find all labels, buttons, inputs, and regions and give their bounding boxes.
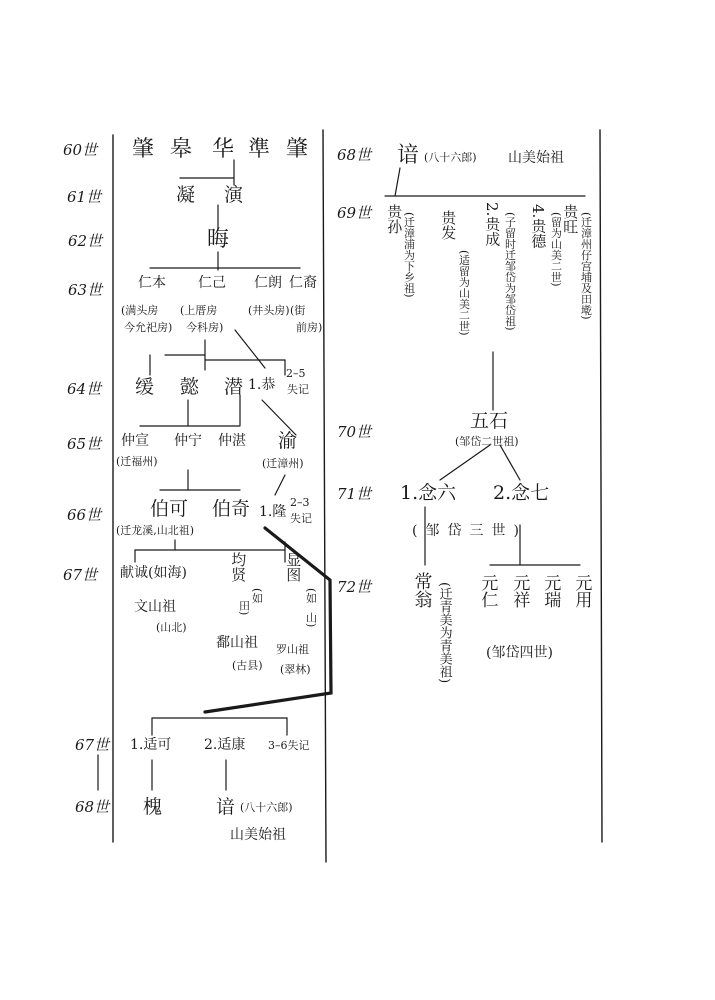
generation-label: 67世 xyxy=(75,736,110,754)
person-name: 2.适康 xyxy=(204,737,246,753)
generation-label: 60世 xyxy=(63,141,98,159)
person-note: 今允祀房) xyxy=(124,321,173,334)
person-note: (满头房 xyxy=(121,304,159,317)
person-name: 缓 xyxy=(135,376,155,398)
person-note: (邹岱四世) xyxy=(486,645,553,661)
person-note: (井头房) xyxy=(248,304,290,317)
generation-label: 70世 xyxy=(337,423,372,441)
generation-label: 68世 xyxy=(337,146,372,164)
person-name: 常翁 xyxy=(411,572,433,608)
person-note: 山美始祖 xyxy=(230,827,286,843)
person-note: (迁漳州) xyxy=(262,457,304,470)
person-note: (迁青美为青美祖) xyxy=(436,582,452,684)
person-name: 2.念七 xyxy=(493,482,550,504)
person-name: 贵孙 xyxy=(385,204,404,234)
person-name: 元仁 xyxy=(477,574,498,608)
person-name: 皋 xyxy=(170,137,193,162)
person-name: 1.念六 xyxy=(400,482,457,504)
person-note: (迁福州) xyxy=(116,455,158,468)
person-name: 均贤 xyxy=(229,552,248,582)
person-name: 贵发 xyxy=(439,210,458,240)
person-name: 伯奇 xyxy=(212,498,251,520)
person-name: 谙 xyxy=(216,796,236,818)
person-note: 文山祖 xyxy=(134,599,176,615)
person-name: 1.隆 xyxy=(259,504,287,520)
generation-label: 62世 xyxy=(68,232,103,250)
person-name: 1.适可 xyxy=(130,737,172,753)
person-note: (街 xyxy=(290,304,306,317)
person-name: 肇 xyxy=(132,137,155,162)
person-note: 失记 xyxy=(287,383,309,396)
person-note: 3–6失记 xyxy=(268,739,310,752)
person-note: (如 xyxy=(304,588,318,604)
person-note: 2–5 xyxy=(286,367,306,380)
person-name: 谙 xyxy=(397,143,420,168)
person-name: 4.贵德 xyxy=(529,204,548,249)
person-name: 元用 xyxy=(571,574,592,608)
person-note: (迁漳州仔宫埔及田墘) xyxy=(579,212,593,320)
person-note: 鄱山祖 xyxy=(216,635,258,651)
person-note: (上厝房 xyxy=(180,304,218,317)
person-name: 元祥 xyxy=(509,574,530,608)
person-name: 元瑞 xyxy=(540,574,561,608)
person-name: 1.恭 xyxy=(248,377,276,393)
person-name: 肇 xyxy=(286,137,309,162)
person-name: 显图 xyxy=(284,552,303,582)
person-note: (子留时迁邹岱为邹岱祖) xyxy=(503,212,517,331)
person-name: 晦 xyxy=(207,227,230,252)
person-name: 仲宣 xyxy=(121,433,149,449)
person-note: 前房) xyxy=(296,321,323,334)
person-note: (古县) xyxy=(232,659,263,672)
person-note: (邹岱三世) xyxy=(412,523,527,539)
person-name: 演 xyxy=(224,184,244,206)
person-note: 今科房) xyxy=(186,321,224,334)
person-name: 仁己 xyxy=(198,275,226,291)
person-note: 失记 xyxy=(290,512,312,525)
person-name: 五石 xyxy=(470,410,509,432)
person-name: 仁本 xyxy=(138,275,166,291)
person-note: (山北) xyxy=(156,621,187,634)
person-name: 华 xyxy=(212,137,235,162)
person-name: 贵旺 xyxy=(561,204,580,234)
generation-label: 72世 xyxy=(337,578,372,596)
person-name: 仲宁 xyxy=(174,433,202,449)
person-name: 槐 xyxy=(143,796,163,818)
person-note: (如 xyxy=(250,588,264,604)
generation-label: 67世 xyxy=(63,566,98,584)
person-note: (八十六郎) xyxy=(240,801,293,814)
column-rule-middle xyxy=(323,130,326,862)
person-name: 献诚(如海) xyxy=(120,565,187,581)
person-name: 凝 xyxy=(176,184,196,206)
person-note: 山) xyxy=(304,612,318,628)
person-name: 潜 xyxy=(224,376,244,398)
person-name: 準 xyxy=(248,137,271,162)
person-note: (八十六郎) xyxy=(424,151,477,164)
person-name: 2.贵成 xyxy=(483,202,502,247)
person-note: 田) xyxy=(237,600,251,616)
generation-label: 61世 xyxy=(67,188,102,206)
generation-label: 66世 xyxy=(67,506,102,524)
person-note: 山美始祖 xyxy=(508,150,564,166)
generation-label: 69世 xyxy=(337,204,372,222)
person-note: (翠林) xyxy=(280,663,311,676)
person-note: (迁龙溪,山北祖) xyxy=(116,524,195,537)
person-name: 懿 xyxy=(180,376,200,398)
person-name: 仲湛 xyxy=(218,433,246,449)
person-note: (邹岱二世祖) xyxy=(455,435,519,448)
person-name: 渝 xyxy=(278,430,298,452)
generation-label: 71世 xyxy=(337,485,372,503)
column-rule-right xyxy=(600,130,602,842)
person-note: 罗山祖 xyxy=(276,643,309,656)
person-note: (适留为山美二世) xyxy=(457,250,471,336)
person-name: 仁裔 xyxy=(289,275,317,291)
person-note: (迁漳浦为下乡祖) xyxy=(402,212,416,298)
generation-label: 65世 xyxy=(67,435,102,453)
person-note: 2–3 xyxy=(290,496,310,509)
person-name: 伯可 xyxy=(150,498,189,520)
person-name: 仁朗 xyxy=(254,275,282,291)
generation-label: 68世 xyxy=(75,798,110,816)
person-note: (留为山美二世) xyxy=(549,212,563,287)
generation-label: 64世 xyxy=(67,380,102,398)
generation-label: 63世 xyxy=(68,281,103,299)
